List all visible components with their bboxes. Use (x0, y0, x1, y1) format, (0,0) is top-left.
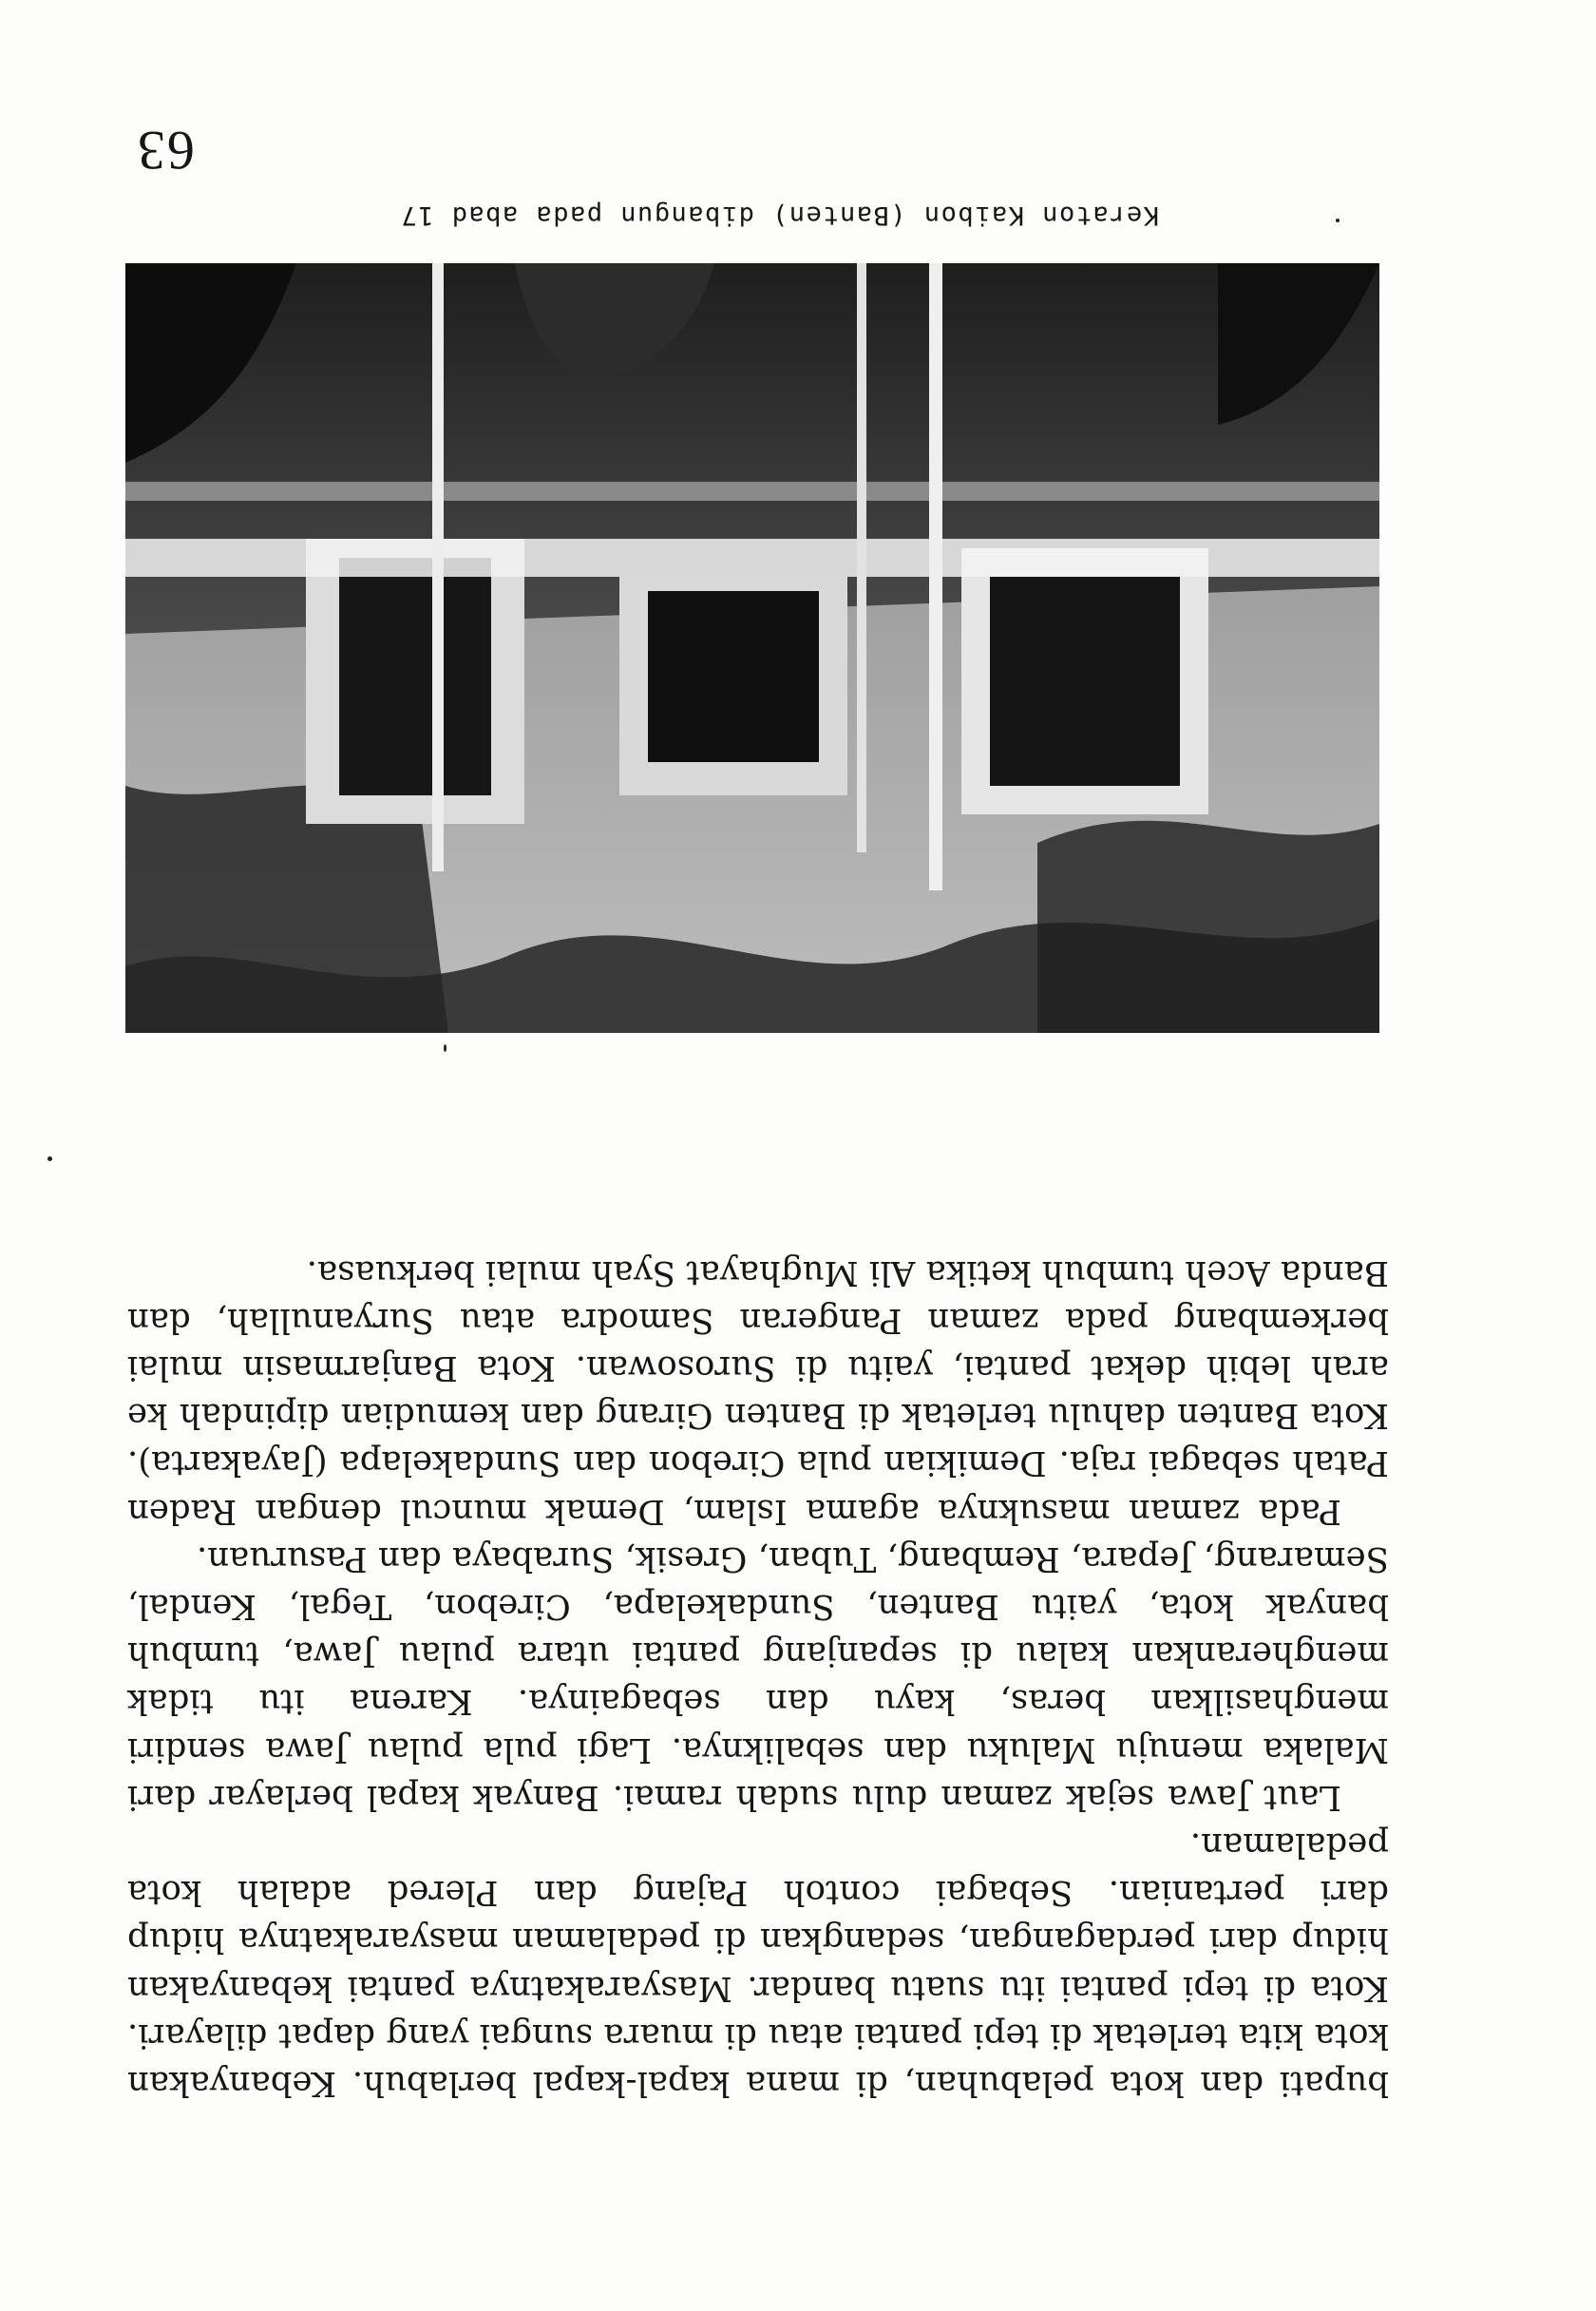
print-speck (48, 1156, 52, 1161)
photo-graphic (125, 263, 1379, 1033)
print-speck (444, 1044, 446, 1052)
page-number: 63 (136, 120, 195, 181)
paragraph-1: bupati dan kota pelabuhan, di mana kapal-kapal berlabuh. Kebanyakan kota kita terletak di tepi pantai atau di muara sungai yang dapat dilayari. Kota di tepi pantai itu suatu bandar. Masyarakatnya pantai kebanyakan hidup dari perdagangan, sedangkan di pedalaman masyarakatnya hidup dari pertanian. Sebagai contoh Pajang dan Plered adalah kota pedalaman. (127, 1824, 1389, 2103)
print-speck (1336, 219, 1340, 222)
photo-keraton-kaibon (125, 263, 1379, 1033)
paragraph-2: Laut Jawa sejak zaman dulu sudah ramai. Banyak kapal berlayar dari Malaka menuju Maluku dan sebaliknya. Lagi pula pulau Jawa sendiri menghasilkan beras, kayu dan sebagainya. Karena itu tidak mengherankan kalau di sepanjang pantai utara pulau Jawa, tumbuh banyak kota, yaitu Banten, Sundakelapa, Cirebon, Tegal, Kendal, Semarang, Jepara, Rembang, Tuban, Gresik, Surabaya dan Pasuruan. (127, 1538, 1389, 1817)
body-text (127, 1248, 1389, 2107)
photo-caption: Keraton Kaibon (Banten) dibangun pada abad 17 (400, 201, 1159, 230)
paragraph-3: Pada zaman masuknya agama Islam, Demak muncul dengan Raden Patah sebagai raja. Demikian pula Cirebon dan Sundakelapa (Jayakarta). Kota Banten dahulu terletak di Banten Girang dan kemudian dipindah ke arah lebih dekat pantai, yaitu di Surosowan. Kota Banjarmasin mulai berkembang pada zaman Pangeran Samodra atau Suryanullah, dan Banda Aceh tumbuh ketika Ali Mughayat Syah mulai berkuasa. (127, 1252, 1389, 1531)
